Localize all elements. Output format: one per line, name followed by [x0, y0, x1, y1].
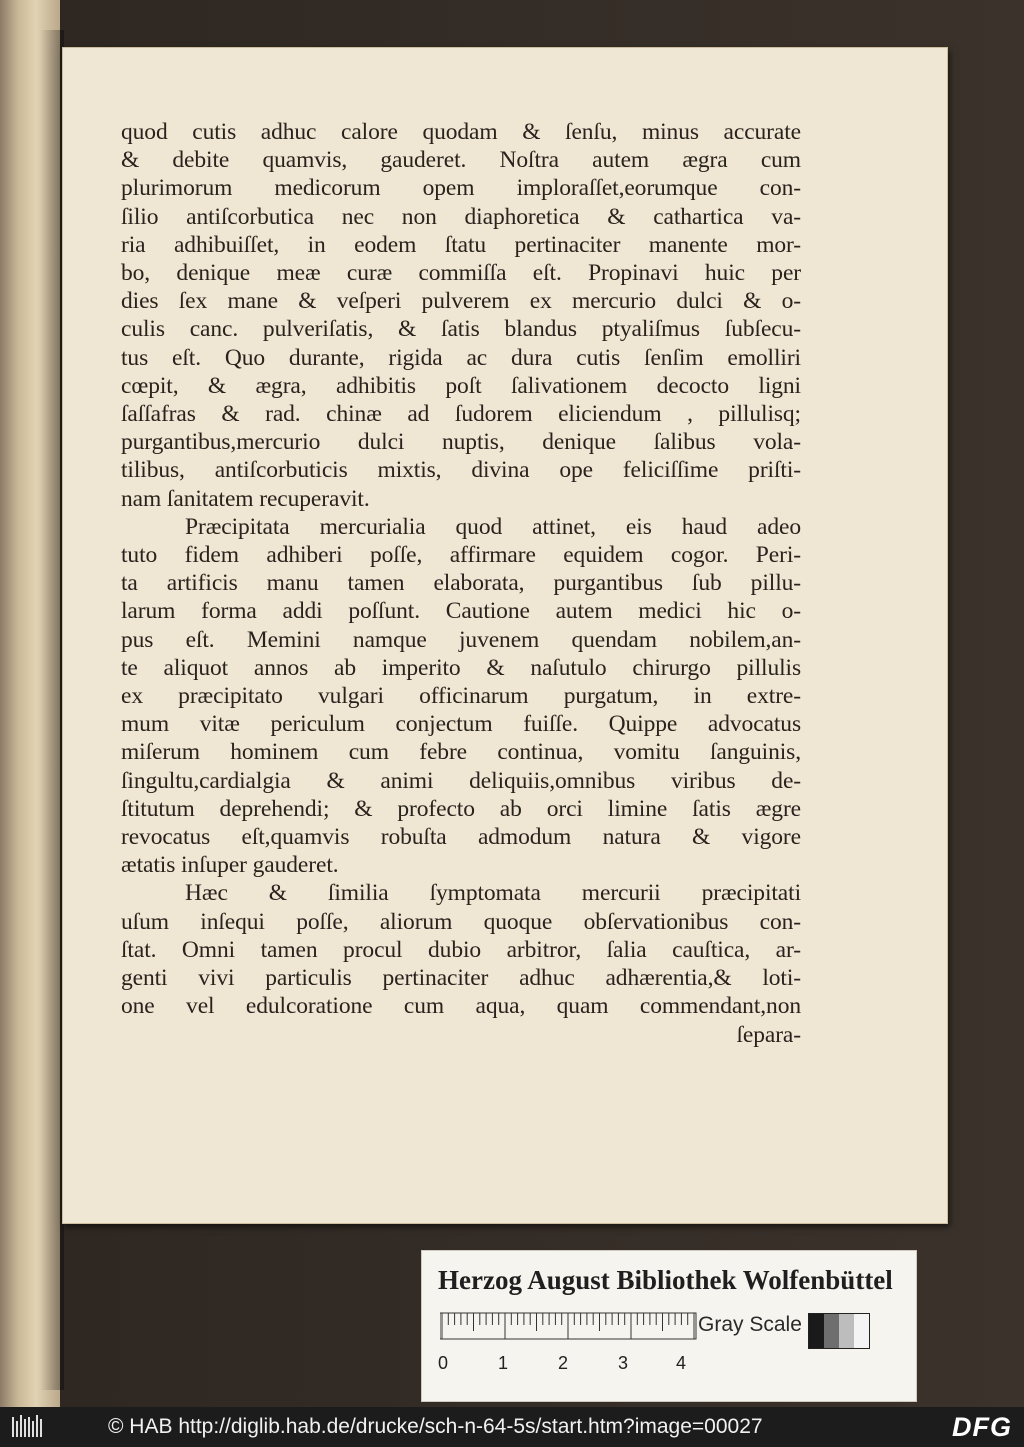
text-line: ſtitutum deprehendi; & profecto ab orci limine ſatis ægre: [121, 795, 801, 822]
text-line: revocatus eſt,quamvis robuſta admodum natura & vigore: [121, 824, 801, 851]
scale-number: 2: [558, 1353, 569, 1373]
text-line: miſerum hominem cum febre continua, vomitu ſanguinis,: [121, 739, 801, 766]
hab-barcode-logo-icon: [12, 1415, 46, 1439]
text-line: dies ſex mane & veſperi pulverem ex mercurio dulci & o-: [121, 288, 801, 315]
text-line: te aliquot annos ab imperito & naſutulo chirurgo pillulis: [121, 654, 801, 681]
label-title: Herzog August Bibliothek Wolfenbüttel: [438, 1265, 893, 1295]
text-line: one vel edulcoratione cum aqua, quam commendant,non: [121, 993, 801, 1020]
text-line: ta artificis manu tamen elaborata, purgantibus ſub pillu-: [121, 570, 801, 597]
gray-swatch: [839, 1314, 854, 1348]
copyright-url[interactable]: © HAB http://diglib.hab.de/drucke/sch-n-64-5s/start.htm?image=00027: [108, 1415, 763, 1438]
gray-scale-swatches: [808, 1313, 870, 1349]
text-line: genti vivi particulis pertinaciter adhuc adhærentia,& loti-: [121, 965, 801, 992]
text-line: tus eſt. Quo durante, rigida ac dura cutis ſenſim emolliri: [121, 344, 801, 371]
text-line: ria adhibuiſſet, in eodem ſtatu pertinaciter manente mor-: [121, 231, 801, 258]
gray-swatch: [824, 1314, 839, 1348]
text-line: ſingultu,cardialgia & animi deliquiis,omnibus viribus de-: [121, 767, 801, 794]
scale-number: 0: [438, 1353, 449, 1373]
text-line: pus eſt. Memini namque juvenem quendam nobilem,an-: [121, 626, 801, 653]
catchword: ſepara-: [736, 1021, 801, 1048]
text-line: ſtat. Omni tamen procul dubio arbitror, ſalia cauſtica, ar-: [121, 936, 801, 963]
book-page: [62, 47, 948, 1224]
text-line: culis canc. pulveriſatis, & ſatis blandus ptyaliſmus ſubſecu-: [121, 316, 801, 343]
scale-number: 1: [498, 1353, 509, 1373]
text-line: Hæc & ſimilia ſymptomata mercurii præcipitati: [185, 880, 801, 907]
text-line: ex præcipitato vulgari officinarum purgatum, in extre-: [121, 683, 801, 710]
page-text: [121, 118, 801, 1049]
gray-swatch: [809, 1314, 824, 1348]
text-line: Præcipitata mercurialia quod attinet, eis haud adeo: [185, 513, 801, 540]
ruler-scale: [440, 1309, 702, 1355]
text-line: larum forma addi poſſunt. Cautione autem medici hic o-: [121, 598, 801, 625]
text-line: purgantibus,mercurio dulci nuptis, denique ſalibus vola-: [121, 429, 801, 456]
text-line: bo, denique meæ curæ commiſſa eſt. Propinavi huic per: [121, 260, 801, 287]
text-line: mum vitæ periculum conjectum fuiſſe. Quippe advocatus: [121, 711, 801, 738]
text-line: uſum inſequi poſſe, aliorum quoque obſervationibus con-: [121, 908, 801, 935]
text-line: ætatis inſuper gauderet.: [121, 852, 339, 879]
text-line: tuto fidem adhiberi poſſe, affirmare equidem cogor. Peri-: [121, 542, 801, 569]
text-line: & debite quamvis, gauderet. Noſtra autem ægra cum: [121, 147, 801, 174]
gray-swatch: [854, 1314, 869, 1348]
text-line: ſaſſafras & rad. chinæ ad ſudorem eliciendum , pillulisq;: [121, 401, 801, 428]
text-line: quod cutis adhuc calore quodam & ſenſu, minus accurate: [121, 119, 801, 145]
text-line: cœpit, & ægra, adhibitis poſt ſalivationem decocto ligni: [121, 372, 801, 399]
text-line: plurimorum medicorum opem imploraſſet,eorumque con-: [121, 175, 801, 202]
footer-bar: [0, 1407, 1024, 1447]
text-line: ſilio antiſcorbutica nec non diaphoretica & cathartica va-: [121, 203, 801, 230]
library-label: [421, 1250, 917, 1402]
scale-number: 4: [676, 1353, 687, 1373]
spine-shadow: [40, 30, 64, 1390]
dfg-logo: DFG: [952, 1412, 1012, 1442]
text-line: nam ſanitatem recuperavit.: [121, 485, 370, 512]
gray-scale-label: Gray Scale: [698, 1313, 802, 1336]
text-line: tilibus, antiſcorbuticis mixtis, divina ope feliciſſime priſti-: [121, 457, 801, 484]
scale-number: 3: [618, 1353, 629, 1373]
